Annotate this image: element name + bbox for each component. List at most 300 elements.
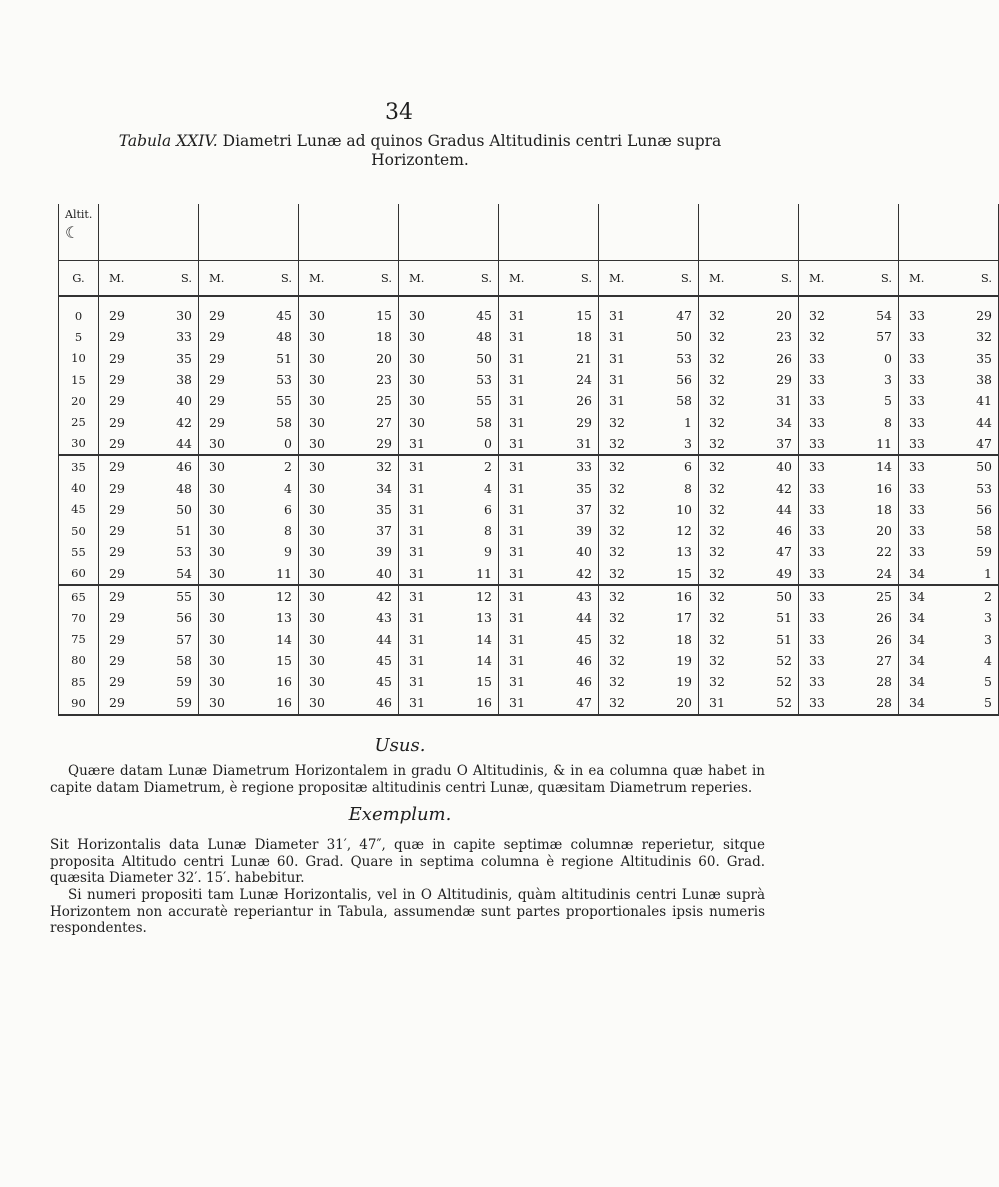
diameter-seconds-cell: 19 xyxy=(649,671,699,692)
diameter-minutes-cell: 33 xyxy=(909,329,925,345)
column-8-header-blank xyxy=(799,204,899,261)
diameter-seconds-cell: 26 xyxy=(849,628,899,649)
diameter-minutes-cell: 34 xyxy=(909,589,925,604)
diameter-minutes-cell: 33 xyxy=(909,372,925,388)
diameter-minutes-cell: 32 xyxy=(809,329,825,345)
diameter-minutes-cell: 29 xyxy=(109,372,125,388)
diameter-minutes-cell: 29 xyxy=(109,308,125,324)
diameter-seconds-cell: 0 xyxy=(449,433,499,455)
diameter-seconds-cell: 21 xyxy=(549,348,599,369)
seconds-header: S. xyxy=(449,261,499,297)
diameter-minutes-cell: 31 xyxy=(499,563,549,585)
diameter-seconds-cell: 25 xyxy=(849,585,899,607)
diameter-minutes-cell: 33 xyxy=(799,563,849,585)
diameter-seconds-cell: 47 xyxy=(649,296,699,326)
diameter-seconds-cell: 35 xyxy=(349,499,399,520)
diameter-minutes-cell: 30 xyxy=(309,674,325,690)
diameter-seconds-cell: 56 xyxy=(949,499,999,520)
diameter-seconds-cell: 18 xyxy=(549,326,599,347)
diameter-seconds-cell: 18 xyxy=(649,628,699,649)
diameter-seconds-cell: 57 xyxy=(149,628,199,649)
table-row xyxy=(59,671,999,692)
altitude-degrees-cell: 90 xyxy=(59,692,99,714)
table-caption-text: Diametri Lunæ ad quinos Gradus Altitudinis centri Lunæ supra Horizontem. xyxy=(217,132,722,169)
diameter-minutes-cell: 32 xyxy=(609,501,625,517)
diameter-seconds-cell: 58 xyxy=(449,411,499,432)
diameter-minutes-cell: 32 xyxy=(599,692,649,714)
diameter-minutes-cell: 32 xyxy=(609,610,625,626)
table-row xyxy=(59,477,999,498)
diameter-minutes-cell: 31 xyxy=(509,372,525,388)
diameter-minutes-cell: 29 xyxy=(109,459,125,475)
diameter-minutes-cell: 33 xyxy=(909,501,925,517)
diameter-seconds-cell: 16 xyxy=(649,585,699,607)
diameter-minutes-cell: 30 xyxy=(309,652,325,668)
diameter-seconds-cell: 34 xyxy=(749,411,799,432)
altitude-degrees-cell: 50 xyxy=(59,520,99,541)
diameter-seconds-cell: 8 xyxy=(249,520,299,541)
diameter-seconds-cell: 42 xyxy=(749,477,799,498)
diameter-seconds-cell: 44 xyxy=(149,433,199,455)
diameter-minutes-cell: 33 xyxy=(809,350,825,366)
diameter-seconds-cell: 58 xyxy=(949,520,999,541)
seconds-header: S. xyxy=(749,261,799,297)
diameter-seconds-cell: 47 xyxy=(749,541,799,562)
page-number: 34 xyxy=(385,100,413,125)
diameter-seconds-cell: 50 xyxy=(149,499,199,520)
diameter-minutes-cell: 29 xyxy=(109,523,125,539)
column-6-header-blank xyxy=(599,204,699,261)
diameter-minutes-cell: 32 xyxy=(709,308,725,324)
diameter-minutes-cell: 30 xyxy=(209,652,225,668)
diameter-minutes-cell: 30 xyxy=(199,692,249,714)
diameter-minutes-cell: 33 xyxy=(809,631,825,647)
diameter-minutes-cell: 30 xyxy=(409,308,425,324)
diameter-table-container xyxy=(58,204,992,716)
diameter-minutes-cell: 30 xyxy=(309,610,325,626)
altitude-degrees-cell: 45 xyxy=(59,499,99,520)
diameter-minutes-cell: 31 xyxy=(509,329,525,345)
diameter-seconds-cell: 46 xyxy=(149,455,199,477)
minutes-header: M. xyxy=(599,261,649,297)
diameter-minutes-cell: 32 xyxy=(709,393,725,409)
exemplum-paragraph: Sit Horizontalis data Lunæ Diameter 31′, 47″, quæ in capite septimæ columnæ reperietur, sitque proposita Altitudo centri Lunæ 60. Grad. Quare in septima columna è regione Altitudinis 60. Grad. quæsita Diameter 32′. 15′. habebitur. xyxy=(50,837,765,886)
diameter-seconds-cell: 35 xyxy=(149,348,199,369)
diameter-minutes-cell: 31 xyxy=(399,692,449,714)
diameter-seconds-cell: 59 xyxy=(949,541,999,562)
diameter-minutes-cell: 32 xyxy=(809,308,825,324)
altitude-degrees-cell: 0 xyxy=(59,296,99,326)
diameter-seconds-cell: 59 xyxy=(149,692,199,714)
diameter-seconds-cell: 20 xyxy=(349,348,399,369)
diameter-seconds-cell: 0 xyxy=(849,348,899,369)
diameter-seconds-cell: 8 xyxy=(649,477,699,498)
table-row xyxy=(59,326,999,347)
diameter-seconds-cell: 38 xyxy=(149,369,199,390)
diameter-minutes-cell: 30 xyxy=(309,350,325,366)
diameter-seconds-cell: 40 xyxy=(149,390,199,411)
usus-paragraph: Quære datam Lunæ Diametrum Horizontalem in gradu O Altitudinis, & in ea columna quæ habet in capite datam Diametrum, è regione propositæ altitudinis centri Lunæ, quæsitam Diametrum reperies. xyxy=(50,763,765,796)
diameter-seconds-cell: 50 xyxy=(949,455,999,477)
diameter-seconds-cell: 58 xyxy=(249,411,299,432)
diameter-seconds-cell: 16 xyxy=(249,692,299,714)
diameter-minutes-cell: 34 xyxy=(909,610,925,626)
seconds-header: S. xyxy=(949,261,999,297)
diameter-minutes-cell: 31 xyxy=(509,631,525,647)
diameter-seconds-cell: 55 xyxy=(449,390,499,411)
column-2-header-blank xyxy=(199,204,299,261)
diameter-minutes-cell: 30 xyxy=(299,692,349,714)
diameter-minutes-cell: 34 xyxy=(909,652,925,668)
diameter-minutes-cell: 32 xyxy=(699,563,749,585)
diameter-seconds-cell: 14 xyxy=(849,455,899,477)
diameter-minutes-cell: 29 xyxy=(99,563,149,585)
diameter-minutes-cell: 33 xyxy=(809,459,825,475)
diameter-minutes-cell: 30 xyxy=(209,589,225,604)
diameter-seconds-cell: 15 xyxy=(649,563,699,585)
diameter-minutes-cell: 33 xyxy=(809,523,825,539)
seconds-header: S. xyxy=(549,261,599,297)
diameter-minutes-cell: 34 xyxy=(909,631,925,647)
diameter-minutes-cell: 30 xyxy=(199,563,249,585)
diameter-seconds-cell: 47 xyxy=(549,692,599,714)
diameter-minutes-cell: 31 xyxy=(609,393,625,409)
table-row xyxy=(59,499,999,520)
diameter-seconds-cell: 11 xyxy=(849,433,899,455)
diameter-minutes-cell: 31 xyxy=(509,459,525,475)
diameter-minutes-cell: 34 xyxy=(899,692,949,714)
diameter-seconds-cell: 32 xyxy=(349,455,399,477)
column-4-header-blank xyxy=(399,204,499,261)
diameter-minutes-cell: 29 xyxy=(109,631,125,647)
diameter-seconds-cell: 23 xyxy=(749,326,799,347)
table-row xyxy=(59,692,999,714)
diameter-minutes-cell: 29 xyxy=(99,692,149,714)
diameter-seconds-cell: 44 xyxy=(349,628,399,649)
diameter-seconds-cell: 3 xyxy=(649,433,699,455)
diameter-seconds-cell: 51 xyxy=(749,607,799,628)
minutes-header: M. xyxy=(699,261,749,297)
diameter-minutes-cell: 31 xyxy=(409,589,425,604)
diameter-minutes-cell: 32 xyxy=(709,414,725,430)
diameter-seconds-cell: 13 xyxy=(249,607,299,628)
diameter-minutes-cell: 30 xyxy=(309,414,325,430)
diameter-minutes-cell: 30 xyxy=(309,589,325,604)
diameter-seconds-cell: 51 xyxy=(149,520,199,541)
diameter-seconds-cell: 29 xyxy=(349,433,399,455)
diameter-seconds-cell: 31 xyxy=(749,390,799,411)
diameter-seconds-cell: 45 xyxy=(349,671,399,692)
diameter-seconds-cell: 44 xyxy=(749,499,799,520)
diameter-seconds-cell: 8 xyxy=(449,520,499,541)
diameter-seconds-cell: 47 xyxy=(949,433,999,455)
minutes-header: M. xyxy=(399,261,449,297)
diameter-seconds-cell: 6 xyxy=(449,499,499,520)
altitude-degrees-cell: 40 xyxy=(59,477,99,498)
altitude-degrees-cell: 35 xyxy=(59,455,99,477)
minutes-header: M. xyxy=(799,261,849,297)
diameter-minutes-cell: 31 xyxy=(609,308,625,324)
diameter-minutes-cell: 31 xyxy=(609,350,625,366)
table-row xyxy=(59,348,999,369)
diameter-minutes-cell: 29 xyxy=(109,610,125,626)
diameter-minutes-cell: 32 xyxy=(609,589,625,604)
diameter-minutes-cell: 31 xyxy=(509,480,525,496)
diameter-minutes-cell: 33 xyxy=(909,523,925,539)
altitude-degrees-cell: 55 xyxy=(59,541,99,562)
diameter-seconds-cell: 2 xyxy=(249,455,299,477)
column-9-header-blank xyxy=(899,204,999,261)
diameter-minutes-cell: 31 xyxy=(409,610,425,626)
diameter-seconds-cell: 32 xyxy=(949,326,999,347)
diameter-minutes-cell: 32 xyxy=(709,372,725,388)
altitude-label: Altit. xyxy=(65,208,93,221)
diameter-minutes-cell: 31 xyxy=(509,674,525,690)
diameter-seconds-cell: 34 xyxy=(349,477,399,498)
diameter-seconds-cell: 52 xyxy=(749,671,799,692)
diameter-seconds-cell: 40 xyxy=(349,563,399,585)
diameter-minutes-cell: 30 xyxy=(309,523,325,539)
diameter-seconds-cell: 1 xyxy=(949,563,999,585)
altitude-degrees-cell: 30 xyxy=(59,433,99,455)
diameter-minutes-cell: 29 xyxy=(209,329,225,345)
table-row xyxy=(59,650,999,671)
diameter-minutes-cell: 30 xyxy=(409,350,425,366)
diameter-seconds-cell: 16 xyxy=(249,671,299,692)
altitude-degrees-cell: 10 xyxy=(59,348,99,369)
diameter-minutes-cell: 31 xyxy=(399,563,449,585)
diameter-minutes-cell: 32 xyxy=(609,674,625,690)
minutes-header: M. xyxy=(99,261,149,297)
diameter-minutes-cell: 30 xyxy=(309,393,325,409)
table-row xyxy=(59,369,999,390)
diameter-minutes-cell: 29 xyxy=(109,652,125,668)
diameter-seconds-cell: 54 xyxy=(149,563,199,585)
diameter-minutes-cell: 32 xyxy=(709,501,725,517)
diameter-minutes-cell: 29 xyxy=(99,433,149,455)
diameter-seconds-cell: 20 xyxy=(849,520,899,541)
diameter-seconds-cell: 39 xyxy=(549,520,599,541)
diameter-seconds-cell: 9 xyxy=(249,541,299,562)
diameter-seconds-cell: 59 xyxy=(149,671,199,692)
diameter-minutes-cell: 32 xyxy=(709,329,725,345)
table-row xyxy=(59,520,999,541)
proportional-parts-paragraph: Si numeri propositi tam Lunæ Horizontalis, vel in O Altitudinis, quàm altitudinis centri Lunæ suprà Horizontem non accuratè reperiantur in Tabula, assumendæ sunt partes proportionales ipsis numeris respondentes. xyxy=(50,887,765,936)
altitude-degrees-cell: 70 xyxy=(59,607,99,628)
diameter-minutes-cell: 30 xyxy=(209,480,225,496)
diameter-seconds-cell: 48 xyxy=(249,326,299,347)
diameter-minutes-cell: 34 xyxy=(899,563,949,585)
diameter-minutes-cell: 32 xyxy=(709,480,725,496)
diameter-seconds-cell: 3 xyxy=(849,369,899,390)
diameter-seconds-cell: 18 xyxy=(349,326,399,347)
diameter-minutes-cell: 30 xyxy=(309,329,325,345)
diameter-seconds-cell: 50 xyxy=(749,585,799,607)
diameter-minutes-cell: 29 xyxy=(209,414,225,430)
diameter-seconds-cell: 48 xyxy=(449,326,499,347)
diameter-seconds-cell: 33 xyxy=(149,326,199,347)
diameter-seconds-cell: 58 xyxy=(149,650,199,671)
diameter-minutes-cell: 33 xyxy=(809,414,825,430)
diameter-seconds-cell: 29 xyxy=(549,411,599,432)
diameter-minutes-cell: 33 xyxy=(909,350,925,366)
diameter-minutes-cell: 29 xyxy=(109,544,125,560)
diameter-seconds-cell: 53 xyxy=(149,541,199,562)
diameter-minutes-cell: 29 xyxy=(109,350,125,366)
table-row xyxy=(59,563,999,585)
diameter-seconds-cell: 4 xyxy=(949,650,999,671)
minutes-header: M. xyxy=(199,261,249,297)
diameter-seconds-cell: 3 xyxy=(949,607,999,628)
diameter-minutes-cell: 32 xyxy=(709,544,725,560)
diameter-seconds-cell: 12 xyxy=(249,585,299,607)
diameter-minutes-cell: 32 xyxy=(709,589,725,604)
diameter-minutes-cell: 33 xyxy=(909,480,925,496)
seconds-header: S. xyxy=(849,261,899,297)
column-1-header-blank xyxy=(99,204,199,261)
diameter-seconds-cell: 41 xyxy=(949,390,999,411)
diameter-seconds-cell: 52 xyxy=(749,692,799,714)
table-row xyxy=(59,541,999,562)
diameter-minutes-cell: 29 xyxy=(209,308,225,324)
diameter-seconds-cell: 18 xyxy=(849,499,899,520)
diameter-seconds-cell: 3 xyxy=(949,628,999,649)
table-row xyxy=(59,296,999,326)
diameter-minutes-cell: 31 xyxy=(509,544,525,560)
diameter-minutes-cell: 31 xyxy=(509,308,525,324)
altitude-degrees-cell: 65 xyxy=(59,585,99,607)
diameter-minutes-cell: 31 xyxy=(509,350,525,366)
diameter-seconds-cell: 54 xyxy=(849,296,899,326)
diameter-minutes-cell: 31 xyxy=(509,414,525,430)
diameter-minutes-cell: 29 xyxy=(109,589,125,604)
diameter-seconds-cell: 56 xyxy=(649,369,699,390)
diameter-minutes-cell: 33 xyxy=(809,652,825,668)
diameter-minutes-cell: 33 xyxy=(909,459,925,475)
diameter-minutes-cell: 30 xyxy=(209,610,225,626)
diameter-seconds-cell: 9 xyxy=(449,541,499,562)
diameter-seconds-cell: 15 xyxy=(349,296,399,326)
diameter-seconds-cell: 12 xyxy=(449,585,499,607)
diameter-minutes-cell: 33 xyxy=(809,480,825,496)
diameter-seconds-cell: 31 xyxy=(549,433,599,455)
diameter-seconds-cell: 20 xyxy=(749,296,799,326)
altitude-degrees-cell: 20 xyxy=(59,390,99,411)
seconds-header: S. xyxy=(249,261,299,297)
diameter-minutes-cell: 30 xyxy=(309,372,325,388)
diameter-seconds-cell: 51 xyxy=(249,348,299,369)
diameter-seconds-cell: 17 xyxy=(649,607,699,628)
diameter-seconds-cell: 24 xyxy=(849,563,899,585)
diameter-minutes-cell: 32 xyxy=(609,414,625,430)
diameter-minutes-cell: 33 xyxy=(809,610,825,626)
diameter-seconds-cell: 4 xyxy=(249,477,299,498)
minutes-header: M. xyxy=(299,261,349,297)
diameter-minutes-cell: 33 xyxy=(909,308,925,324)
diameter-seconds-cell: 15 xyxy=(449,671,499,692)
diameter-seconds-cell: 45 xyxy=(449,296,499,326)
altitude-degrees-cell: 85 xyxy=(59,671,99,692)
diameter-minutes-cell: 30 xyxy=(409,329,425,345)
diameter-table-body xyxy=(59,296,999,715)
diameter-minutes-cell: 33 xyxy=(809,674,825,690)
diameter-minutes-cell: 32 xyxy=(709,610,725,626)
diameter-minutes-cell: 30 xyxy=(209,523,225,539)
diameter-seconds-cell: 39 xyxy=(349,541,399,562)
diameter-seconds-cell: 42 xyxy=(149,411,199,432)
diameter-minutes-cell: 29 xyxy=(209,372,225,388)
diameter-seconds-cell: 46 xyxy=(349,692,399,714)
diameter-seconds-cell: 11 xyxy=(249,563,299,585)
diameter-minutes-cell: 32 xyxy=(609,544,625,560)
diameter-seconds-cell: 53 xyxy=(649,348,699,369)
altitude-degrees-cell: 25 xyxy=(59,411,99,432)
diameter-seconds-cell: 29 xyxy=(749,369,799,390)
diameter-minutes-cell: 30 xyxy=(309,480,325,496)
diameter-seconds-cell: 23 xyxy=(349,369,399,390)
diameter-minutes-cell: 29 xyxy=(109,329,125,345)
table-caption-lead: Tabula XXIV. xyxy=(118,132,218,150)
diameter-seconds-cell: 14 xyxy=(449,628,499,649)
diameter-minutes-cell: 30 xyxy=(199,433,249,455)
diameter-seconds-cell: 58 xyxy=(649,390,699,411)
diameter-minutes-cell: 30 xyxy=(309,544,325,560)
diameter-seconds-cell: 40 xyxy=(549,541,599,562)
table-top-header-row xyxy=(59,204,999,261)
diameter-seconds-cell: 2 xyxy=(949,585,999,607)
diameter-minutes-cell: 33 xyxy=(909,393,925,409)
diameter-seconds-cell: 42 xyxy=(549,563,599,585)
diameter-seconds-cell: 55 xyxy=(149,585,199,607)
diameter-seconds-cell: 2 xyxy=(449,455,499,477)
diameter-seconds-cell: 25 xyxy=(349,390,399,411)
diameter-seconds-cell: 16 xyxy=(849,477,899,498)
diameter-minutes-cell: 31 xyxy=(609,329,625,345)
diameter-seconds-cell: 16 xyxy=(449,692,499,714)
diameter-seconds-cell: 43 xyxy=(349,607,399,628)
moon-symbol-icon: ☾ xyxy=(65,223,80,242)
diameter-minutes-cell: 31 xyxy=(509,523,525,539)
diameter-minutes-cell: 33 xyxy=(799,692,849,714)
diameter-seconds-cell: 22 xyxy=(849,541,899,562)
diameter-seconds-cell: 42 xyxy=(349,585,399,607)
diameter-minutes-cell: 32 xyxy=(699,433,749,455)
diameter-minutes-cell: 31 xyxy=(509,393,525,409)
diameter-minutes-cell: 33 xyxy=(909,544,925,560)
table-row xyxy=(59,390,999,411)
diameter-seconds-cell: 28 xyxy=(849,692,899,714)
diameter-seconds-cell: 53 xyxy=(949,477,999,498)
diameter-seconds-cell: 6 xyxy=(249,499,299,520)
altitude-degrees-cell: 60 xyxy=(59,563,99,585)
seconds-header: S. xyxy=(649,261,699,297)
diameter-minutes-cell: 32 xyxy=(709,674,725,690)
diameter-minutes-cell: 30 xyxy=(209,544,225,560)
diameter-seconds-cell: 14 xyxy=(249,628,299,649)
diameter-seconds-cell: 44 xyxy=(549,607,599,628)
table-row xyxy=(59,628,999,649)
diameter-minutes-cell: 29 xyxy=(109,480,125,496)
diameter-minutes-cell: 33 xyxy=(809,393,825,409)
diameter-minutes-cell: 31 xyxy=(509,589,525,604)
degrees-header: G. xyxy=(59,261,99,297)
diameter-seconds-cell: 35 xyxy=(949,348,999,369)
diameter-minutes-cell: 32 xyxy=(599,563,649,585)
diameter-minutes-cell: 31 xyxy=(409,459,425,475)
diameter-minutes-cell: 30 xyxy=(299,563,349,585)
diameter-minutes-cell: 31 xyxy=(509,652,525,668)
diameter-seconds-cell: 5 xyxy=(949,692,999,714)
